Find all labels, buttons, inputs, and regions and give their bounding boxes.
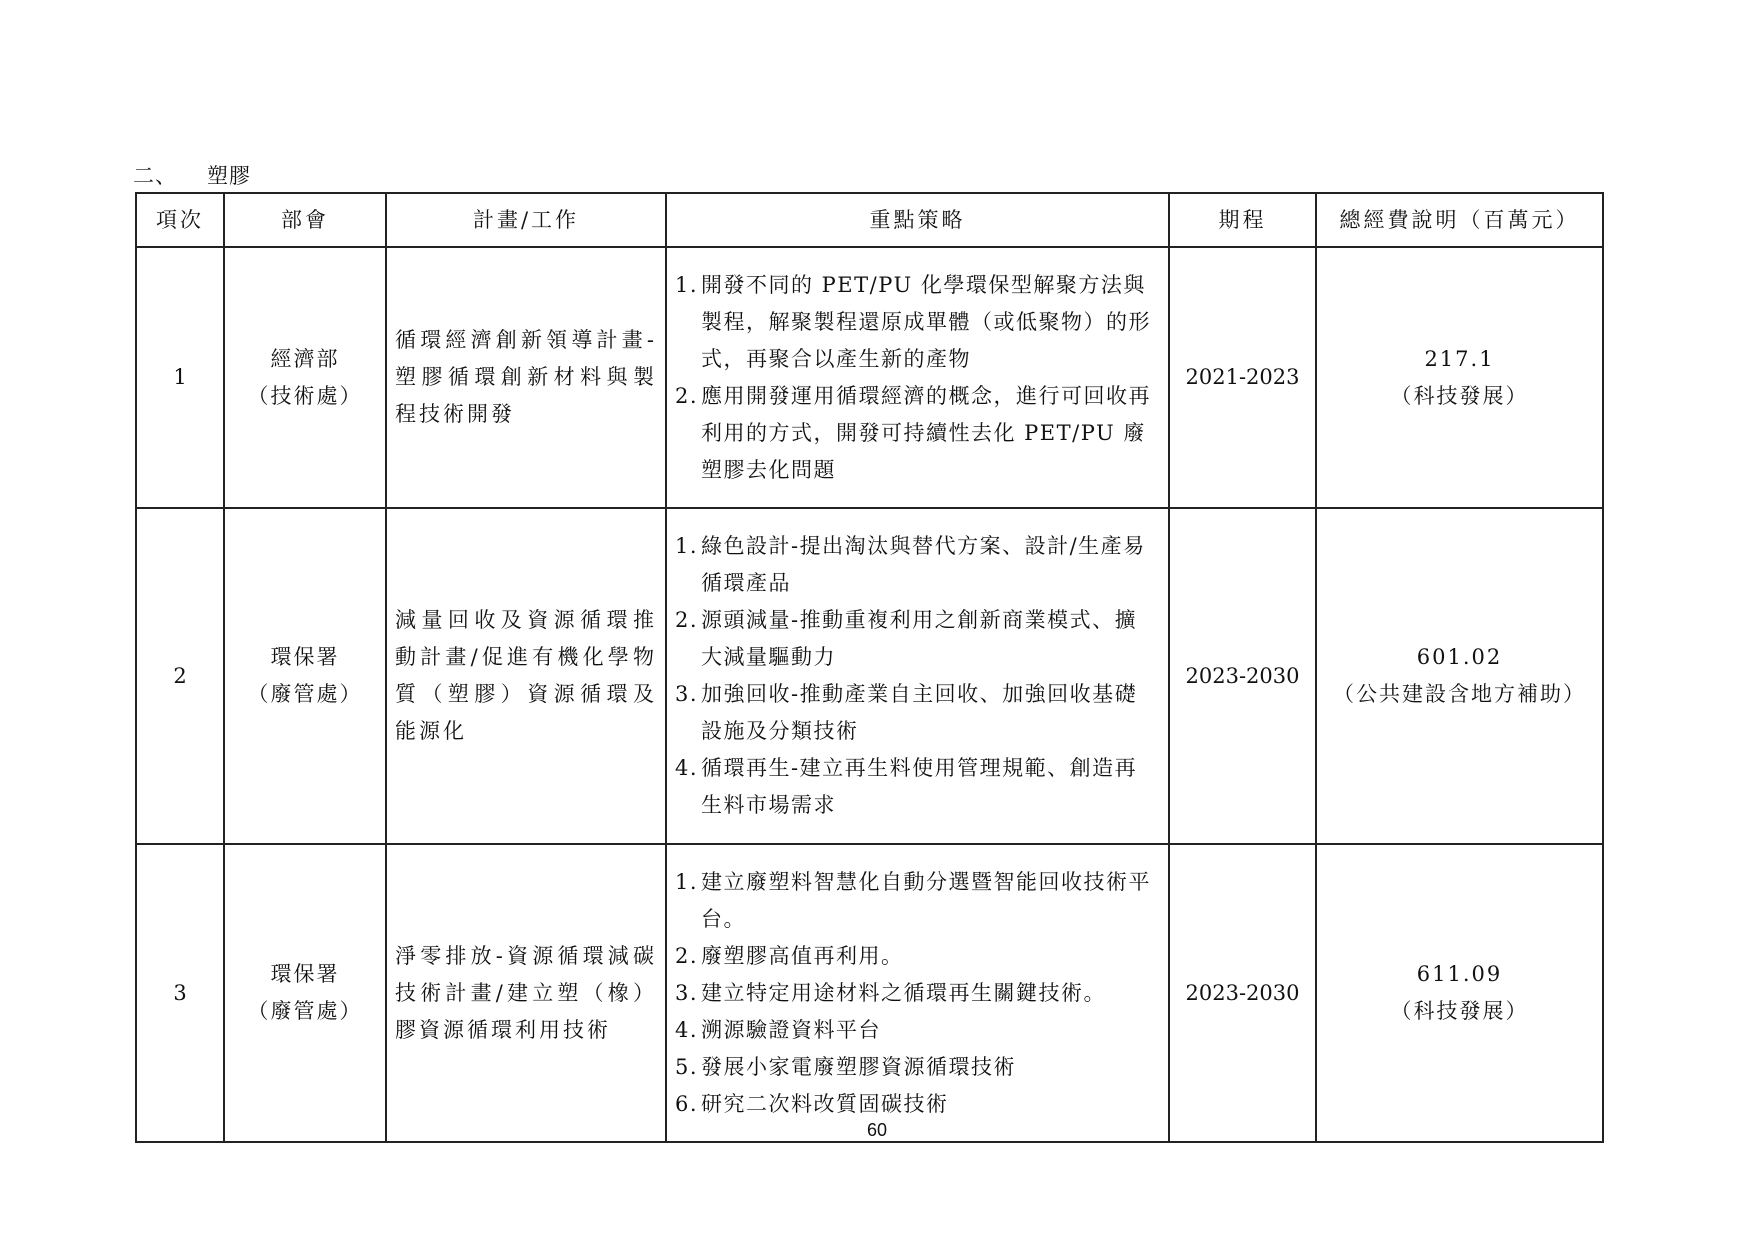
strategy-item: [675, 975, 1156, 1012]
strategy-text: 研究二次料改質固碳技術: [701, 1091, 949, 1116]
strategy-text: 建立廢塑料智慧化自動分選暨智能回收技術平台。: [701, 869, 1151, 931]
row-budget: [1316, 844, 1603, 1142]
page-number: 60: [866, 1120, 888, 1140]
department-unit: （技術處）: [247, 383, 363, 408]
header-budget: 總經費說明（百萬元）: [1316, 193, 1603, 247]
section-number: 二、: [133, 164, 177, 188]
row-period: 2023-2030: [1169, 508, 1316, 844]
strategy-item: [675, 1049, 1156, 1086]
row-index: 1: [136, 247, 224, 508]
row-plan: 淨零排放-資源循環減碳技術計畫/建立塑（橡）膠資源循環利用技術: [386, 844, 666, 1142]
department-name: 經濟部: [270, 346, 340, 371]
table-row: [136, 844, 1603, 1142]
header-strategy: 重點策略: [666, 193, 1169, 247]
strategy-number: 6.: [675, 1091, 699, 1116]
row-department: [224, 247, 386, 508]
budget-note: （公共建設含地方補助）: [1333, 682, 1586, 706]
row-budget: [1316, 508, 1603, 844]
strategy-item: [675, 1012, 1156, 1049]
strategy-item: [675, 267, 1156, 378]
strategy-number: 1.: [675, 534, 699, 558]
row-strategies: [666, 508, 1169, 844]
plastics-plan-table: [135, 192, 1604, 1143]
strategy-item: [675, 1086, 1156, 1123]
table-row: [136, 247, 1603, 508]
strategy-number: 1.: [675, 869, 699, 894]
strategy-number: 5.: [675, 1054, 699, 1079]
strategy-number: 2.: [675, 943, 699, 968]
strategy-number: 2.: [675, 608, 699, 632]
strategy-text: 加強回收-推動產業自主回收、加強回收基礎設施及分類技術: [701, 682, 1138, 743]
row-budget: [1316, 247, 1603, 508]
budget-note: （科技發展）: [1390, 999, 1529, 1023]
strategy-text: 溯源驗證資料平台: [701, 1017, 881, 1042]
strategy-item: [675, 528, 1156, 602]
strategy-item: [675, 602, 1156, 676]
strategy-item: [675, 378, 1156, 489]
strategy-text: 廢塑膠高值再利用。: [701, 943, 904, 968]
section-title: 塑膠: [207, 164, 251, 188]
header-plan: 計畫/工作: [386, 193, 666, 247]
budget-amount: 611.09: [1416, 962, 1503, 986]
table-header-row: [136, 193, 1603, 247]
department-name: 環保署: [270, 645, 340, 669]
row-period: 2021-2023: [1169, 247, 1316, 508]
strategy-text: 發展小家電廢塑膠資源循環技術: [701, 1054, 1016, 1079]
table-row: [136, 508, 1603, 844]
strategy-text: 應用開發運用循環經濟的概念，進行可回收再利用的方式，開發可持續性去化 PET/PU 廢塑膠去化問題: [701, 383, 1151, 482]
budget-amount: 217.1: [1424, 346, 1495, 371]
row-index: 3: [136, 844, 224, 1142]
strategy-text: 開發不同的 PET/PU 化學環保型解聚方法與製程，解聚製程還原成單體（或低聚物）的形式，再聚合以產生新的產物: [701, 272, 1151, 371]
header-index: 項次: [136, 193, 224, 247]
row-plan: 循環經濟創新領導計畫-塑膠循環創新材料與製程技術開發: [386, 247, 666, 508]
department-unit: （廢管處）: [247, 999, 363, 1023]
strategy-item: [675, 938, 1156, 975]
strategy-number: 3.: [675, 682, 699, 706]
strategy-text: 循環再生-建立再生料使用管理規範、創造再生料市場需求: [701, 756, 1138, 817]
budget-note: （科技發展）: [1390, 383, 1529, 408]
row-department: [224, 844, 386, 1142]
row-index: 2: [136, 508, 224, 844]
strategy-number: 1.: [675, 272, 699, 297]
row-plan: 減量回收及資源循環推動計畫/促進有機化學物質（塑膠）資源循環及能源化: [386, 508, 666, 844]
row-department: [224, 508, 386, 844]
strategy-item: [675, 676, 1156, 750]
strategy-text: 綠色設計-提出淘汰與替代方案、設計/生產易循環產品: [701, 534, 1146, 595]
strategy-number: 4.: [675, 1017, 699, 1042]
strategy-number: 3.: [675, 980, 699, 1005]
strategy-number: 2.: [675, 383, 699, 408]
budget-amount: 601.02: [1416, 645, 1503, 669]
header-period: 期程: [1169, 193, 1316, 247]
strategy-item: [675, 864, 1156, 938]
section-heading: [133, 160, 251, 190]
row-strategies: [666, 247, 1169, 508]
department-unit: （廢管處）: [247, 682, 363, 706]
strategy-text: 源頭減量-推動重複利用之創新商業模式、擴大減量驅動力: [701, 608, 1138, 669]
header-department: 部會: [224, 193, 386, 247]
department-name: 環保署: [270, 962, 340, 986]
strategy-number: 4.: [675, 756, 699, 780]
row-strategies: [666, 844, 1169, 1142]
strategy-text: 建立特定用途材料之循環再生關鍵技術。: [701, 980, 1106, 1005]
strategy-item: [675, 750, 1156, 824]
row-period: 2023-2030: [1169, 844, 1316, 1142]
